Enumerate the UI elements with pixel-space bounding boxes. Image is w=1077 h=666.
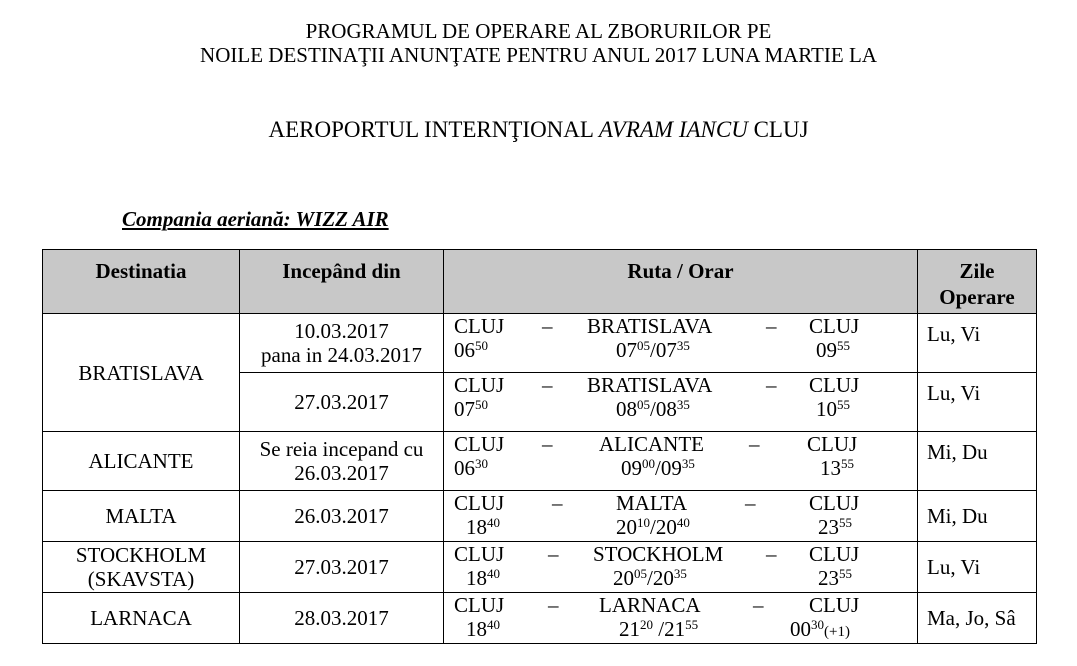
route-origin: CLUJ	[454, 373, 505, 397]
route-dash: –	[548, 593, 559, 617]
airline-company: Compania aeriană: WIZZ AIR	[122, 207, 389, 231]
via-times: $09^{00}/09^{35}$	[621, 456, 695, 480]
airport-name: AVRAM IANCU	[598, 117, 748, 142]
route-dash: –	[552, 491, 563, 515]
return-time: $00^{30}(+1)$	[790, 617, 850, 641]
start-date-cell: 26.03.2017	[240, 491, 444, 542]
return-time: $13^{55}$	[820, 456, 854, 480]
route-via: STOCKHOLM	[593, 542, 724, 566]
route-via: BRATISLAVA	[587, 373, 713, 397]
route-origin: CLUJ	[454, 491, 505, 515]
route-cell	[444, 491, 918, 542]
route-cell	[444, 314, 918, 373]
table-row	[43, 432, 1037, 491]
route-dash: –	[548, 542, 559, 566]
route-cell	[444, 432, 918, 491]
start-date-cell: 28.03.2017	[240, 593, 444, 644]
header-days-line2: Operare	[939, 285, 1015, 309]
table-row	[43, 542, 1037, 593]
route-dash: –	[766, 373, 777, 397]
via-times: $20^{10}/20^{40}$	[616, 515, 690, 539]
route-dash: –	[542, 373, 553, 397]
route-return: CLUJ	[809, 542, 860, 566]
start-date-cell: 27.03.2017	[240, 542, 444, 593]
route-cell	[444, 593, 918, 644]
route-via: MALTA	[616, 491, 688, 515]
route-origin: CLUJ	[454, 593, 505, 617]
operating-days-cell: Mi, Du	[918, 491, 1037, 542]
departure-time: $06^{50}$	[454, 338, 488, 362]
start-date-cell: 27.03.2017	[240, 373, 444, 432]
header-start-date: Incepând din	[240, 250, 444, 314]
destination-cell: STOCKHOLM (SKAVSTA)	[43, 542, 240, 593]
header-destination: Destinatia	[43, 250, 240, 314]
document-title-line1: PROGRAMUL DE OPERARE AL ZBORURILOR PE	[305, 19, 772, 43]
destination-cell: MALTA	[43, 491, 240, 542]
airport-title	[0, 118, 1077, 142]
departure-time: $07^{50}$	[454, 397, 488, 421]
operating-days-cell: Lu, Vi	[918, 314, 1037, 373]
route-origin: CLUJ	[454, 432, 505, 456]
route-origin: CLUJ	[454, 314, 505, 338]
operating-days-cell: Lu, Vi	[918, 542, 1037, 593]
airport-prefix: AEROPORTUL INTERNŢIONAL	[268, 117, 594, 142]
operating-days-cell: Mi, Du	[918, 432, 1037, 491]
table-row	[43, 593, 1037, 644]
operating-days-cell: Ma, Jo, Sâ	[918, 593, 1037, 644]
table-row	[43, 491, 1037, 542]
departure-time: $18^{40}$	[466, 515, 500, 539]
route-cell	[444, 373, 918, 432]
route-return: CLUJ	[809, 373, 860, 397]
table-row	[43, 314, 1037, 373]
route-dash: –	[542, 314, 553, 338]
return-time: $23^{55}$	[818, 515, 852, 539]
route-return: CLUJ	[809, 314, 860, 338]
return-time: $10^{55}$	[816, 397, 850, 421]
via-times: $08^{05}/08^{35}$	[616, 397, 690, 421]
route-dash: –	[766, 314, 777, 338]
table-header-row	[43, 250, 1037, 314]
flight-schedule-table	[42, 249, 1037, 644]
return-time: $09^{55}$	[816, 338, 850, 362]
route-return: CLUJ	[807, 432, 858, 456]
route-dash: –	[753, 593, 764, 617]
departure-time: $18^{40}$	[466, 617, 500, 641]
route-cell	[444, 542, 918, 593]
route-via: BRATISLAVA	[587, 314, 713, 338]
route-dash: –	[766, 542, 777, 566]
header-operating-days	[918, 250, 1037, 314]
departure-time: $06^{30}$	[454, 456, 488, 480]
start-date-cell: Se reia incepand cu 26.03.2017	[240, 432, 444, 491]
departure-time: $18^{40}$	[466, 566, 500, 590]
route-via: ALICANTE	[599, 432, 704, 456]
destination-cell: LARNACA	[43, 593, 240, 644]
airport-suffix: CLUJ	[753, 117, 809, 142]
route-return: CLUJ	[809, 593, 860, 617]
header-days-line1: Zile	[959, 259, 995, 283]
route-dash: –	[749, 432, 760, 456]
start-date-cell: 10.03.2017 pana in 24.03.2017	[240, 314, 444, 373]
destination-cell: BRATISLAVA	[43, 314, 240, 432]
return-time: $23^{55}$	[818, 566, 852, 590]
header-route-schedule: Ruta / Orar	[444, 250, 918, 314]
via-times: $07^{05}/07^{35}$	[616, 338, 690, 362]
route-origin: CLUJ	[454, 542, 505, 566]
via-times: $21^{20}$ $/21^{55}$	[619, 617, 699, 641]
route-via: LARNACA	[599, 593, 701, 617]
route-return: CLUJ	[809, 491, 860, 515]
document-title-line2: NOILE DESTINAŢII ANUNŢATE PENTRU ANUL 2017 LUNA MARTIE LA	[200, 43, 877, 67]
route-dash: –	[542, 432, 553, 456]
route-dash: –	[745, 491, 756, 515]
via-times: $20^{05}/20^{35}$	[613, 566, 687, 590]
destination-cell: ALICANTE	[43, 432, 240, 491]
operating-days-cell: Lu, Vi	[918, 373, 1037, 432]
